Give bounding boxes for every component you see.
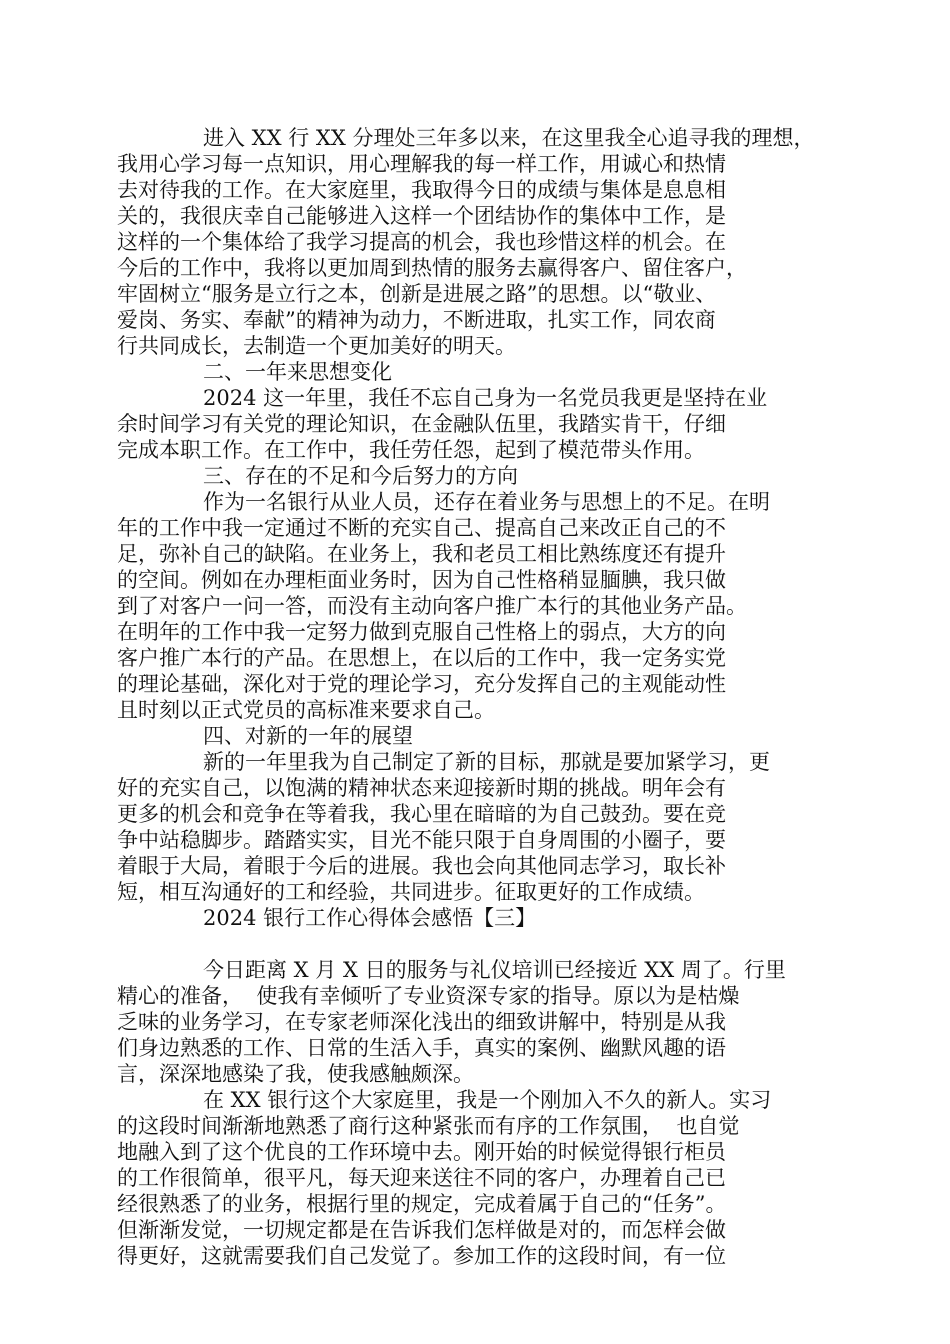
paragraph-line: 们身边熟悉的工作、日常的生活入手，真实的案例、幽默风趣的语 [117,1036,726,1060]
paragraph-line: 争中站稳脚步。踏踏实实，目光不能只限于自身周围的小圈子，要 [117,828,726,852]
paragraph-line: 更多的机会和竞争在等着我，我心里在暗暗的为自己鼓劲。要在竞 [117,802,726,826]
paragraph-line: 客户推广本行的产品。在思想上，在以后的工作中，我一定务实党 [117,646,726,670]
paragraph-line: 作为一名银行从业人员，还存在着业务与思想上的不足。在明 [203,490,770,514]
paragraph-line: 言，深深地感染了我，使我感触颇深。 [117,1062,474,1086]
paragraph-line: 我用心学习每一点知识，用心理解我的每一样工作，用诚心和热情 [117,152,726,176]
paragraph-line: 精心的准备， 使我有幸倾听了专业资深专家的指导。原以为是枯燥 [117,984,740,1008]
section-heading: 三、存在的不足和今后努力的方向 [203,464,518,488]
section-heading: 四、对新的一年的展望 [203,724,413,748]
section-heading: 二、一年来思想变化 [203,360,392,384]
paragraph-line: 的工作很简单，很平凡，每天迎来送往不同的客户，办理着自己已 [117,1166,726,1190]
paragraph-line: 短，相互沟通好的工和经验，共同进步。征取更好的工作成绩。 [117,880,705,904]
paragraph-line: 行共同成长，去制造一个更加美好的明天。 [117,334,516,358]
paragraph-line: 2024 这一年里，我任不忘自己身为一名党员我更是坚持在业 [203,386,768,410]
paragraph-line: 完成本职工作。在工作中，我任劳任怨，起到了模范带头作用。 [117,438,705,462]
paragraph-line: 经很熟悉了的业务，根据行里的规定，完成着属于自己的“任务”。 [117,1192,727,1216]
paragraph-line: 进入 XX 行 XX 分理处三年多以来，在这里我全心追寻我的理想， [203,126,815,150]
paragraph-line: 今日距离 X 月 X 日的服务与礼仪培训已经接近 XX 周了。行里 [203,958,786,982]
paragraph-line: 但渐渐发觉，一切规定都是在告诉我们怎样做是对的，而怎样会做 [117,1218,726,1242]
paragraph-line: 且时刻以正式党员的高标准来要求自己。 [117,698,495,722]
paragraph-line: 去对待我的工作。在大家庭里，我取得今日的成绩与集体是息息相 [117,178,726,202]
paragraph-line: 新的一年里我为自己制定了新的目标，那就是要加紧学习，更 [203,750,770,774]
paragraph-line: 这样的一个集体给了我学习提高的机会，我也珍惜这样的机会。在 [117,230,726,254]
paragraph-line: 牢固树立“服务是立行之本，创新是进展之路”的思想。以“敬业、 [117,282,717,306]
paragraph-line: 的这段时间渐渐地熟悉了商行这种紧张而有序的工作氛围， 也自觉 [117,1114,740,1138]
paragraph-line: 今后的工作中，我将以更加周到热情的服务去赢得客户、留住客户， [117,256,747,280]
paragraph-line: 余时间学习有关党的理论知识，在金融队伍里，我踏实肯干，仔细 [117,412,726,436]
paragraph-line: 的空间。例如在办理柜面业务时，因为自己性格稍显腼腆，我只做 [117,568,726,592]
paragraph-line: 在明年的工作中我一定努力做到克服自己性格上的弱点，大方的向 [117,620,726,644]
paragraph-line: 好的充实自己，以饱满的精神状态来迎接新时期的挑战。明年会有 [117,776,726,800]
paragraph-line: 足，弥补自己的缺陷。在业务上，我和老员工相比熟练度还有提升 [117,542,726,566]
paragraph-line: 年的工作中我一定通过不断的充实自己、提高自己来改正自己的不 [117,516,726,540]
paragraph-line: 着眼于大局，着眼于今后的进展。我也会向其他同志学习，取长补 [117,854,726,878]
paragraph-line: 得更好，这就需要我们自己发觉了。参加工作的这段时间，有一位 [117,1244,726,1268]
paragraph-line: 爱岗、务实、奉献”的精神为动力，不断进取，扎实工作，同农商 [117,308,716,332]
article-title: 2024 银行工作心得体会感悟【三】 [203,906,537,930]
paragraph-line: 的理论基础，深化对于党的理论学习，充分发挥自己的主观能动性 [117,672,726,696]
paragraph-line: 乏味的业务学习，在专家老师深化浅出的细致讲解中，特别是从我 [117,1010,726,1034]
paragraph-line: 关的，我很庆幸自己能够进入这样一个团结协作的集体中工作，是 [117,204,726,228]
paragraph-line: 地融入到了这个优良的工作环境中去。刚开始的时候觉得银行柜员 [117,1140,726,1164]
paragraph-line: 到了对客户一问一答，而没有主动向客户推广本行的其他业务产品。 [117,594,747,618]
paragraph-line: 在 XX 银行这个大家庭里，我是一个刚加入不久的新人。实习 [203,1088,772,1112]
